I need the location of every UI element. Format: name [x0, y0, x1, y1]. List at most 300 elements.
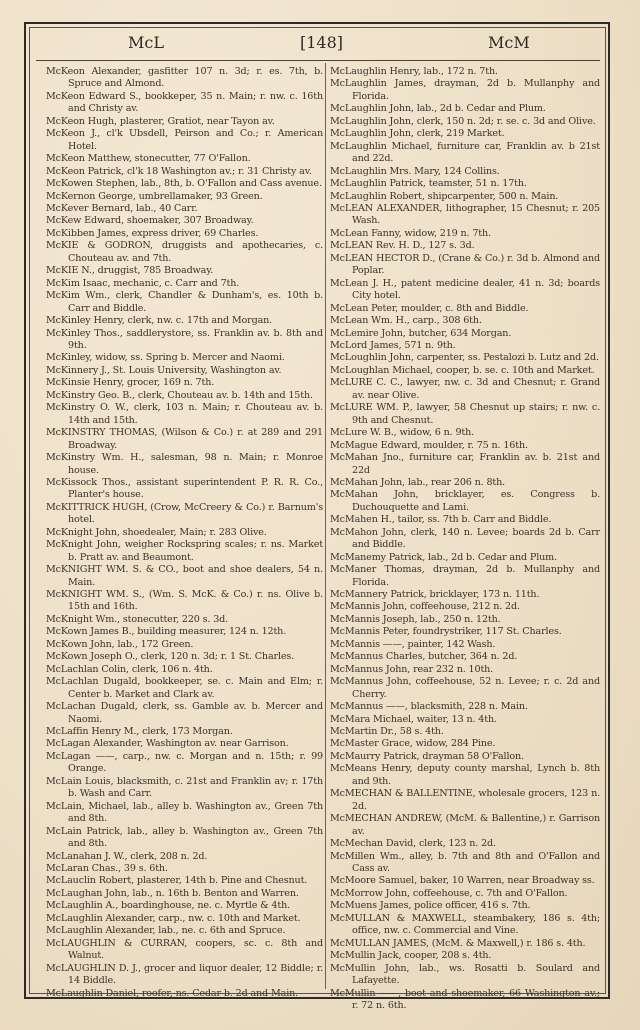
entry-details: , building measurer, 124 n. 12th. [131, 626, 287, 638]
entry-name: McMullin —— [330, 987, 399, 999]
entry-details: , umbrellamaker, 93 Green. [132, 190, 263, 202]
directory-entry [46, 776, 323, 801]
directory-entry [330, 240, 600, 252]
entry-details: , bookkeeper, se. c. Main and Elm; r. Center b. Market and Clark av. [68, 676, 323, 700]
entry-details: , baker, 10 Warren, near Broadway ss. [414, 875, 595, 887]
directory-entry [330, 838, 600, 850]
entry-details: , clerk, Chouteau av. b. 14th and 15th. [132, 389, 313, 401]
entry-name: McKnight John [46, 539, 118, 551]
entry-details: , painter, 142 Wash. [401, 638, 496, 650]
entry-details: , cl'k 18 Washington av.; r. 31 Christy av. [121, 165, 312, 177]
directory-entry [330, 402, 600, 427]
entry-name: McLaughan John [46, 887, 127, 899]
entry-details: , furniture car, Franklin av. b. 21st and 22d [352, 452, 600, 476]
entry-name: McKinley [46, 352, 90, 364]
entry-details: , lawyer, nw. c. 3d and Chesnut; r. Grand av. near Olive. [352, 377, 601, 401]
entry-name: McKinley Thos. [46, 327, 120, 339]
directory-entry [330, 676, 600, 701]
entry-details: , carpenter, ss. Pestalozi b. Lutz and 2d. [410, 352, 599, 364]
entry-details: , clerk, 173 Morgan. [136, 726, 233, 738]
entry-name: McLaran Chas. [46, 863, 119, 874]
entry-name: McLaughlin John [330, 103, 411, 115]
directory-entry [330, 440, 600, 452]
entry-details: , lab., n. 16th b. Benton and Warren. [126, 887, 299, 899]
directory-entry [46, 128, 323, 153]
entry-name: McKeon Edward S. [46, 90, 139, 102]
entry-name: McMaster Grace [330, 738, 410, 750]
entry-name: McLachan Dugald [46, 701, 135, 713]
entry-name: McKeon Patrick [46, 165, 122, 177]
directory-entry [330, 203, 600, 228]
entry-details: , shoemaker, 307 Broadway. [121, 215, 254, 227]
entry-name: McLAUGHLIN D. J. [46, 962, 138, 974]
directory-entry [46, 801, 323, 826]
entry-name: McMoore Samuel [330, 875, 415, 887]
entry-details: , weigher Rockspring scales; r. ns. Market b. Pratt av. and Beaumont. [68, 539, 323, 563]
entry-details: , lab., 250 n. 12th. [414, 613, 501, 625]
header-right-key: McM [488, 33, 530, 52]
entry-details: , (Wilson & Co.) r. at 289 and 291 Broadway. [68, 427, 323, 451]
directory-entry [46, 228, 323, 240]
entry-details: , (McM. & Maxwell,) r. 186 s. 4th. [425, 937, 586, 949]
entry-details: , clerk, 150 n. 2d; r. se. c. 3d and Olive. [410, 115, 596, 127]
entry-details: , waiter, 13 n. 4th. [410, 713, 497, 725]
directory-entry [330, 191, 600, 203]
directory-entry [46, 240, 323, 265]
entry-details: , shoedealer, Main; r. 283 Olive. [116, 526, 267, 538]
entry-details: , (Crow, McCreery & Co.) r. Barnum's hotel. [68, 501, 324, 526]
entry-name: McLagan Alexander [46, 738, 141, 750]
directory-entry [330, 963, 600, 988]
entry-name: McKinstry O. W. [46, 402, 126, 414]
entry-details: , furniture car, Franklin av. b 21st and 22d. [352, 140, 600, 165]
entry-details: , carp., 308 6th. [406, 315, 482, 327]
entry-name: McKinnery J. [46, 364, 107, 376]
directory-entry [330, 178, 600, 190]
entry-name: McLaughlin Alexander [46, 925, 153, 937]
directory-entry [46, 377, 323, 389]
entry-details: , drayman, 2d b. Mullanphy and Florida. [352, 564, 600, 588]
directory-entry [330, 128, 600, 140]
entry-name: McKeon J. [46, 128, 98, 140]
directory-entry [46, 203, 323, 215]
entry-details: , patent medicine dealer, 41 n. 3d; boards City hotel. [352, 277, 600, 302]
entry-details: , carp., nw. c. Morgan and n. 15th; r. 99 Orange. [68, 750, 323, 775]
entry-name: McKowen Stephen [46, 178, 136, 190]
entry-name: McMillen Wm. [330, 850, 402, 862]
entry-details: , 58 s. 4th. [393, 726, 444, 738]
entry-name: McMartin Dr. [330, 726, 394, 738]
directory-entry [330, 751, 600, 763]
directory-entry [330, 315, 600, 327]
directory-entry [330, 664, 600, 676]
entry-name: McLean Wm. H. [330, 315, 407, 327]
directory-entry [46, 153, 323, 165]
directory-entry [46, 328, 323, 353]
entry-details: , clerk, ss. Gamble av. b. Mercer and Naomi. [68, 701, 324, 725]
entry-name: McMULLAN JAMES [330, 937, 426, 949]
entry-details: , deputy county marshal, Lynch b. 8th and 9th. [352, 763, 600, 787]
column-divider [325, 63, 326, 989]
entry-name: McMannus —— [330, 701, 405, 713]
entry-details: , lab., 2d b. Cedar and Plum. [410, 103, 546, 115]
directory-entry [46, 875, 323, 887]
entry-name: McLachlan Colin [46, 663, 127, 675]
entry-name: McKeon Hugh [46, 115, 115, 127]
directory-entry [46, 352, 323, 364]
entry-details: , butcher, 634 Morgan. [402, 327, 512, 339]
entry-name: McKinstry Wm. H. [46, 452, 142, 464]
directory-entry [330, 489, 600, 514]
entry-details: , grocer and liquor dealer, 12 Biddle; r. 14 Biddle. [68, 962, 324, 987]
entry-name: McLaughlin Alexander [46, 912, 153, 924]
directory-entry [330, 701, 600, 713]
entry-details: , coffeehouse, c. 7th and O'Fallon. [407, 887, 568, 899]
entry-name: McLaughlin Henry [330, 66, 418, 77]
entry-details: , blacksmith, c. 21st and Franklin av; r. 17th b. Wash and Carr. [68, 775, 323, 800]
entry-details: , widow, 6 n. 9th. [393, 427, 475, 439]
entry-details: , coopers, sc. c. 8th and Walnut. [68, 937, 323, 962]
entry-details: , clerk, 120 n. 3d; r. 1 St. Charles. [134, 651, 295, 663]
entry-name: McKew Edward [46, 215, 122, 227]
directory-entry [330, 938, 600, 950]
entry-name: McLaughlin John [330, 128, 411, 140]
entry-details: , plasterer, Gratiot, near Tayon av. [114, 115, 275, 127]
directory-entry [330, 228, 600, 240]
entry-name: McMechan David [330, 838, 414, 850]
entry-name: McMahon John [330, 526, 404, 538]
entry-details: , moulder, r. 75 n. 16th. [417, 439, 528, 451]
entry-details: , wholesale grocers, 123 n. 2d. [352, 788, 601, 812]
entry-name: McMannis Peter [330, 626, 407, 638]
entry-details: , lab., 172 n. 7th. [417, 66, 498, 77]
entry-details: , lab., 8th, b. O'Fallon and Cass avenue. [135, 178, 322, 190]
entry-details: , clerk, 140 n. Levee; boards 2d b. Carr and Biddle. [352, 526, 600, 551]
directory-entry [46, 477, 323, 502]
directory-entry [46, 888, 323, 900]
directory-entry [330, 427, 600, 439]
entry-name: McMannis John [330, 601, 405, 613]
entry-details: , saddlerystore, ss. Franklin av. b. 8th and 9th. [68, 327, 323, 351]
entry-details: , express driver, 69 Charles. [125, 227, 259, 239]
directory-entry [330, 564, 600, 589]
entry-name: McKNIGHT WM. S. [46, 589, 142, 601]
entry-details: , (Crane & Co.) r. 3d b. Almond and Poplar. [352, 252, 600, 277]
entry-details: , boot and shoe dealers, 54 n. Main. [68, 564, 323, 588]
entry-details: , druggist, 785 Broadway. [91, 265, 214, 277]
entry-name: McLoughlan Michael [330, 364, 431, 376]
directory-entry [330, 303, 600, 315]
directory-entry [46, 265, 323, 277]
directory-entry [46, 402, 323, 427]
directory-entry [46, 863, 323, 875]
entry-name: McKim Isaac [46, 277, 108, 289]
entry-name: McMahen H. [330, 514, 392, 526]
entry-name: McKibben James [46, 227, 126, 239]
directory-entry [46, 278, 323, 290]
directory-entry [46, 664, 323, 676]
entry-details: , 124 Collins. [437, 165, 500, 177]
directory-entry [46, 938, 323, 963]
entry-details: , clerk, 219 Market. [410, 128, 505, 140]
directory-entry [330, 78, 600, 103]
entry-details: , tailor, ss. 7th b. Carr and Biddle. [391, 514, 552, 526]
entry-name: McMahan John [330, 489, 416, 501]
entry-name: McKNIGHT WM. S. & CO. [46, 564, 176, 576]
entry-name: McLain Louis [46, 775, 111, 787]
entry-details: , stonecutter, 220 s. 3d. [117, 613, 229, 625]
entry-name: McLoughlin John [330, 352, 411, 364]
entry-name: McMECHAN & BALLENTINE [330, 788, 473, 800]
entry-name: McLagan —— [46, 750, 115, 762]
directory-entry [46, 116, 323, 128]
directory-entry [46, 900, 323, 912]
entry-name: McLURE C. C. [330, 377, 400, 389]
entry-name: McKever Bernard [46, 202, 131, 214]
entry-details: , lab., alley b. Washington av., Green 7th and 8th. [68, 825, 323, 850]
directory-entry [330, 365, 600, 377]
directory-entry [330, 851, 600, 876]
directory-entry [46, 564, 323, 589]
directory-entry [330, 714, 600, 726]
directory-entry [330, 813, 600, 838]
entry-name: McLEAN HECTOR D. [330, 252, 433, 264]
entry-details: , boot and shoemaker, 66 Washington av.; r. 72 n. 6th. [352, 987, 600, 1011]
entry-details: , lawyer, 58 Chesnut up stairs; r. nw. c. 9th and Chesnut. [352, 402, 600, 426]
entry-name: McMULLAN & MAXWELL [330, 912, 464, 924]
directory-entry [330, 988, 600, 1013]
directory-entry [330, 639, 600, 651]
entry-name: McKIE & GODRON [46, 240, 150, 252]
directory-entry [46, 502, 323, 527]
header-rule [36, 60, 600, 61]
entry-details: , lab., 172 Green. [111, 638, 194, 650]
entry-name: McLemire John [330, 327, 403, 339]
entry-name: McLanahan J. W. [46, 850, 125, 862]
directory-entry [46, 701, 323, 726]
entry-name: McLaughlin Patrick [330, 178, 423, 190]
entry-details: , coffeehouse, 212 n. 2d. [404, 601, 520, 613]
entry-name: McLAUGHLIN & CURRAN [46, 937, 185, 949]
entry-details: , lab., 2d b. Cedar and Plum. [422, 551, 558, 563]
entry-details: , drayman, 2d b. Mullanphy and Florida. [352, 78, 600, 102]
right-column [330, 66, 600, 1012]
entry-name: McMara Michael [330, 713, 411, 725]
directory-entry [330, 116, 600, 128]
entry-details: , salesman, 98 n. Main; r. Monroe house. [68, 452, 323, 476]
entry-name: McKINSTRY THOMAS [46, 427, 155, 439]
directory-entry [46, 751, 323, 776]
entry-name: McMague Edward [330, 439, 418, 451]
entry-details: , Washington av. near Garrison. [140, 738, 289, 750]
entry-details: , coffeehouse, 52 n. Levee; r. c. 2d and Cherry. [352, 676, 600, 700]
directory-entry [46, 639, 323, 651]
entry-details: , assistant superintendent P. R. R. Co., Planter's house. [68, 476, 323, 501]
directory-entry [46, 191, 323, 203]
page-number: [148] [300, 33, 344, 52]
directory-entry [330, 738, 600, 750]
entry-details: , widow, 219 n. 7th. [398, 227, 491, 239]
entry-details: , teamster, 51 n. 17th. [422, 178, 527, 190]
entry-details: , butcher, 364 n. 2d. [422, 651, 518, 663]
entry-name: McKinsie Henry [46, 377, 122, 389]
directory-entry [330, 900, 600, 912]
entry-details: , steambakery, 186 s. 4th; office, nw. c. Commercial and Vine. [352, 912, 600, 937]
entry-name: McKernon George [46, 190, 133, 202]
entry-details: , St. Louis University, Washington av. [106, 364, 282, 376]
directory-entry [330, 913, 600, 938]
entry-name: McMannus John [330, 663, 408, 675]
entry-name: McLURE WM. P. [330, 402, 410, 414]
directory-entry [330, 340, 600, 352]
header-left-key: McL [128, 33, 164, 52]
entry-details: , clerk, Chandler & Dunham's, es. 10th b. Carr and Biddle. [68, 290, 323, 314]
entry-name: McLaffin Henry M. [46, 726, 137, 738]
directory-entry [330, 888, 600, 900]
entry-name: McMeans Henry [330, 763, 410, 775]
entry-details: , cooper, 208 s. 4th. [398, 950, 492, 962]
entry-details: , lab., rear 206 n. 8th. [402, 476, 506, 488]
entry-name: McKinley Henry [46, 315, 122, 327]
entry-name: McKissock Thos. [46, 476, 128, 488]
entry-details: , lab., 40 Carr. [130, 202, 198, 214]
entry-name: McLord James [330, 339, 399, 351]
directory-entry [330, 352, 600, 364]
entry-name: McKinstry Geo. B. [46, 389, 133, 401]
entry-name: McKeon Matthew [46, 153, 129, 165]
entry-name: McLaughlin Michael [330, 140, 430, 152]
directory-entry [46, 178, 323, 190]
directory-entry [330, 166, 600, 178]
entry-details: , clerk, 106 n. 4th. [126, 663, 213, 675]
entry-details: , rear 232 n. 10th. [407, 663, 494, 675]
entry-name: McMannis —— [330, 638, 402, 650]
entry-name: McManer Thomas [330, 564, 422, 576]
directory-entry [46, 738, 323, 750]
entry-details: , lithographer, 15 Chesnut; r. 205 Wash. [352, 202, 600, 227]
entry-details: , clerk, 208 n. 2d. [124, 850, 208, 862]
directory-entry [330, 589, 600, 601]
entry-details: , carp., nw. c. 10th and Market. [152, 912, 301, 924]
entry-name: McLaughlin A. [46, 900, 116, 912]
directory-entry [330, 141, 600, 166]
directory-entry [46, 851, 323, 863]
entry-name: McKITTRICK HUGH [46, 501, 145, 513]
left-column [46, 66, 323, 1000]
entry-name: McKeon Alexander [46, 66, 139, 77]
entry-name: McLain Patrick [46, 825, 120, 837]
entry-details: , moulder, c. 8th and Biddle. [395, 302, 529, 314]
directory-entry [46, 925, 323, 937]
entry-name: McKown James B. [46, 626, 132, 638]
entry-details: , gasfitter 107 n. 3d; r. es. 7th, b. Spruce and Almond. [68, 66, 323, 90]
entry-details: , 39 s. 6th. [118, 863, 168, 874]
directory-entry [46, 365, 323, 377]
entry-name: McMullin Jack [330, 950, 399, 962]
entry-details: , mechanic, c. Carr and 7th. [107, 277, 240, 289]
directory-entry [330, 377, 600, 402]
entry-name: McMahan John [330, 476, 403, 488]
entry-details: , roofer, ns. Cedar b. 2d and Main. [136, 987, 299, 999]
entry-name: McMullin John [330, 962, 407, 974]
entry-details: , stonecutter, 77 O'Fallon. [128, 153, 251, 165]
entry-details: , druggists and apothecaries, c. Chouteau av. and 7th. [68, 240, 323, 264]
entry-name: McMahan Jno. [330, 452, 402, 464]
entry-details: , lab., ws. Rosatti b. Soulard and Lafayette. [352, 962, 600, 987]
directory-entry [46, 626, 323, 638]
entry-name: McMorrow John [330, 887, 408, 899]
entry-name: McKIE N. [46, 265, 92, 277]
entry-name: McLain, Michael [46, 800, 127, 812]
entry-details: , grocer, 169 n. 7th. [121, 377, 215, 389]
directory-entry [330, 875, 600, 887]
entry-details: , lab., alley b. Washington av., Green 7th and 8th. [68, 800, 323, 825]
directory-entry [330, 950, 600, 962]
directory-entry [330, 763, 600, 788]
entry-name: McMannery Patrick [330, 589, 424, 601]
entry-name: McMECHAN ANDREW [330, 813, 440, 825]
directory-entry [330, 328, 600, 340]
entry-name: McMannis Joseph [330, 613, 415, 625]
directory-entry [330, 651, 600, 663]
directory-entry [46, 988, 323, 1000]
directory-entry [330, 527, 600, 552]
directory-entry [46, 913, 323, 925]
entry-details: , blacksmith, 228 n. Main. [404, 701, 528, 713]
directory-entry [330, 552, 600, 564]
directory-entry [330, 726, 600, 738]
directory-entry [46, 539, 323, 564]
entry-details: , clerk, nw. c. 17th and Morgan. [121, 315, 273, 327]
entry-name: McLaughlin James [330, 78, 424, 90]
entry-details: , bricklayer, es. Congress b. Duchouquette and Lami. [352, 489, 600, 513]
entry-name: McLEAN ALEXANDER [330, 202, 440, 214]
entry-details: , boardinghouse, ne. c. Myrtle & 4th. [115, 900, 291, 912]
entry-details: , cl'k Ubsdell, Peirson and Co.; r. American Hotel. [68, 128, 323, 152]
entry-details: , clerk, 103 n. Main; r. Chouteau av. b. 14th and 15th. [68, 402, 323, 426]
entry-name: McLean Fanny [330, 227, 399, 239]
entry-name: McLaughlin Mrs. Mary [330, 165, 438, 177]
directory-entry [330, 514, 600, 526]
entry-details: , bricklayer, 173 n. 11th. [423, 589, 540, 601]
directory-entry [330, 626, 600, 638]
entry-details: , shipcarpenter, 500 n. Main. [421, 190, 559, 202]
entry-name: McKown John [46, 638, 112, 650]
directory-entry [46, 315, 323, 327]
directory-entry [330, 253, 600, 278]
entry-details: , lab., ne. c. 6th and Spruce. [152, 925, 286, 937]
entry-name: McLean Peter [330, 302, 396, 314]
directory-entry [46, 614, 323, 626]
entry-details: , plasterer, 14th b. Pine and Chesnut. [131, 875, 308, 887]
entry-details: , foundrystriker, 117 St. Charles. [406, 626, 562, 638]
directory-entry [330, 278, 600, 303]
directory-entry [330, 601, 600, 613]
directory-entry [46, 290, 323, 315]
entry-details: , drayman 58 O'Fallon. [416, 750, 524, 762]
entry-name: McLauclin Robert [46, 875, 132, 887]
entry-name: McMannus Charles [330, 651, 423, 663]
entry-details: , 127 s. 3d. [422, 240, 475, 252]
directory-entry [46, 676, 323, 701]
directory-entry [46, 527, 323, 539]
entry-details: , (McM. & Ballentine,) r. Garrison av. [352, 813, 601, 837]
directory-entry [46, 91, 323, 116]
directory-entry [330, 614, 600, 626]
directory-entry [46, 452, 323, 477]
entry-details: , 571 n. 9th. [398, 339, 456, 351]
entry-details: , clerk, 123 n. 2d. [413, 838, 496, 850]
